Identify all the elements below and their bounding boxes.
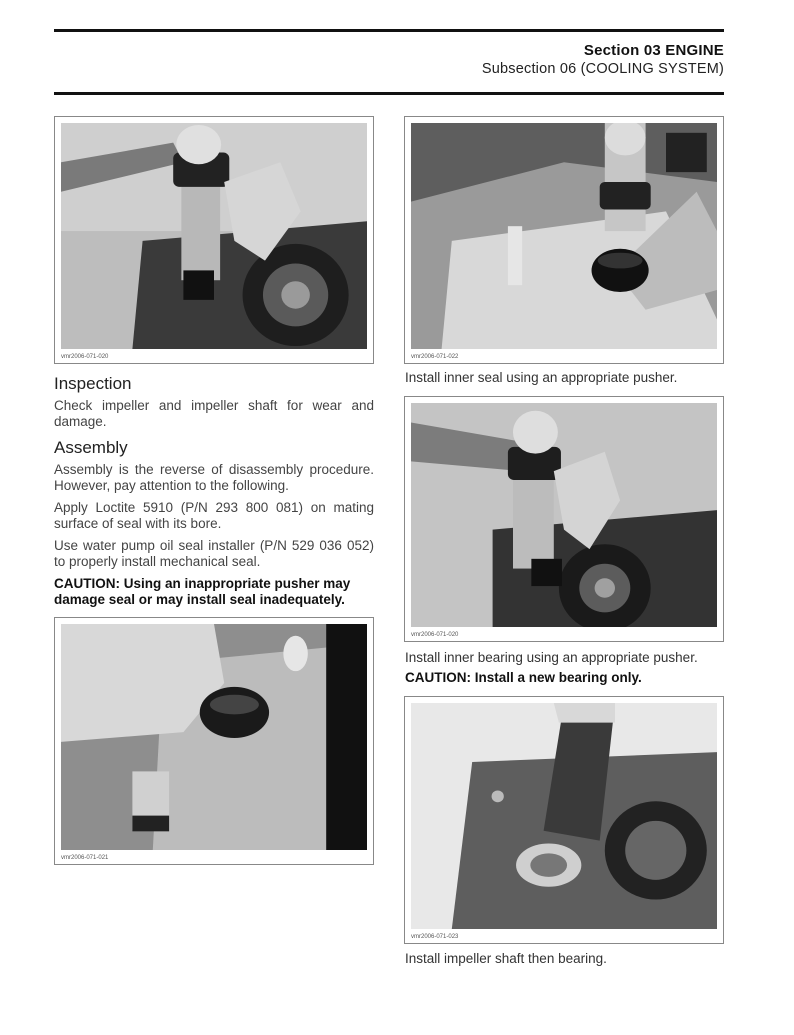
inspection-text: Check impeller and impeller shaft for wear and damage. [54,398,374,429]
assembly-paragraph-1: Assembly is the reverse of disassembly procedure. However, pay attention to the following. [54,462,374,493]
photo [411,703,717,929]
figure-caption-impeller-shaft: Install impeller shaft then bearing. [405,951,607,966]
assembly-paragraph-3: Use water pump oil seal installer (P/N 529 036 052) to properly install mechanical seal. [54,538,374,569]
header-rule-top [54,29,724,32]
figure-id: vmr2006-071-020 [411,632,459,638]
figure-caption-inner-seal: Install inner seal using an appropriate pusher. [405,370,678,385]
header-rule-bottom [54,92,724,95]
inspection-heading: Inspection [54,374,132,393]
figure-id: vmr2006-071-023 [411,934,459,940]
photo [411,123,717,349]
figure-inner-bearing [404,396,724,642]
figure-caption-inner-bearing: Install inner bearing using an appropriate pusher. [405,650,698,665]
figure-mechanical-seal [54,617,374,865]
subsection-title: Subsection 06 (COOLING SYSTEM) [481,61,724,77]
caution-text: Using an inappropriate pusher may damage seal or may install seal inadequately. [54,576,351,607]
page-header [482,42,724,77]
figure-id: vmr2006-071-021 [61,855,109,861]
assembly-paragraph-2: Apply Loctite 5910 (P/N 293 800 081) on mating surface of seal with its bore. [54,500,374,531]
assembly-heading: Assembly [54,438,128,457]
figure-hammer-pusher-left [54,116,374,364]
figure-impeller-shaft [404,696,724,944]
text-column-left [54,374,374,614]
caution-label: CAUTION: [405,670,471,685]
photo [61,624,367,850]
figure-id: vmr2006-071-022 [411,354,459,360]
figure-inner-seal [404,116,724,364]
assembly-caution [54,576,374,608]
caution-label: CAUTION: [54,576,120,591]
bearing-caution [405,670,642,685]
photo [411,403,717,627]
figure-id: vmr2006-071-020 [61,354,109,360]
section-title: Section 03 ENGINE [583,42,724,59]
photo [61,123,367,349]
caution-text: Install a new bearing only. [471,670,642,685]
